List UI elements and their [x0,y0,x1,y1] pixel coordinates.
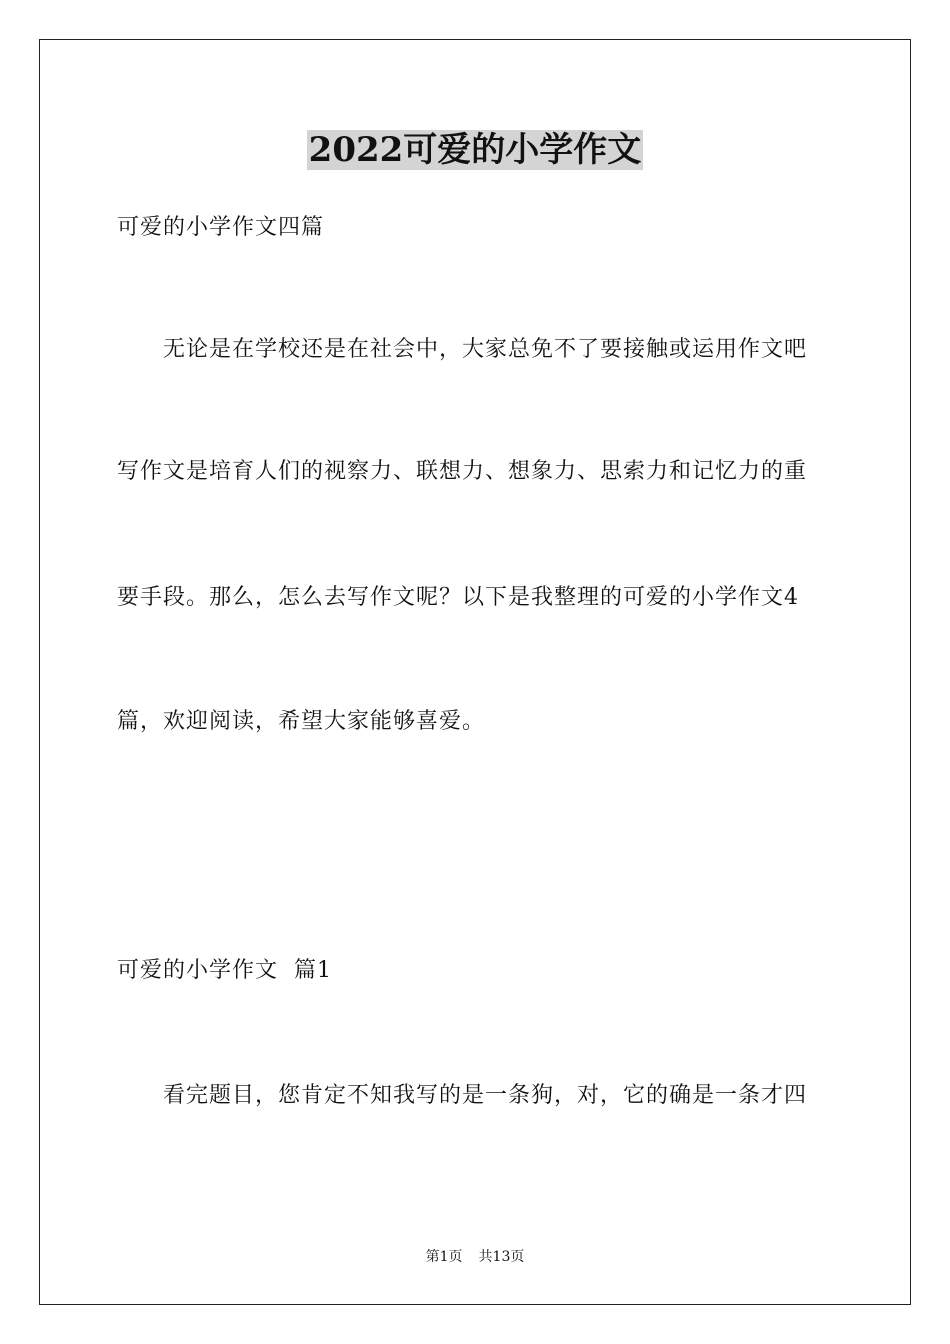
page-footer [0,1247,950,1267]
paragraph-line: 写作文是培育人们的视察力、联想力、想象力、思索力和记忆力的重 [117,459,808,484]
paragraph-line: 看完题目，您肯定不知我写的是一条狗，对，它的确是一条才四 [163,1083,808,1108]
section-heading: 可爱的小学作文 篇1 [117,958,332,983]
page-total: 共13页 [478,1249,525,1265]
paragraph-line: 篇，欢迎阅读，希望大家能够喜爱。 [117,709,486,734]
page-number: 第1页 [425,1249,463,1265]
subtitle: 可爱的小学作文四篇 [117,215,325,240]
paragraph-line: 要手段。那么，怎么去写作文呢？以下是我整理的可爱的小学作文4 [117,585,799,610]
document-title [0,128,950,172]
paragraph-line: 无论是在学校还是在社会中，大家总免不了要接触或运用作文吧 [163,337,808,362]
document-title-text: 2022可爱的小学作文 [308,130,642,170]
